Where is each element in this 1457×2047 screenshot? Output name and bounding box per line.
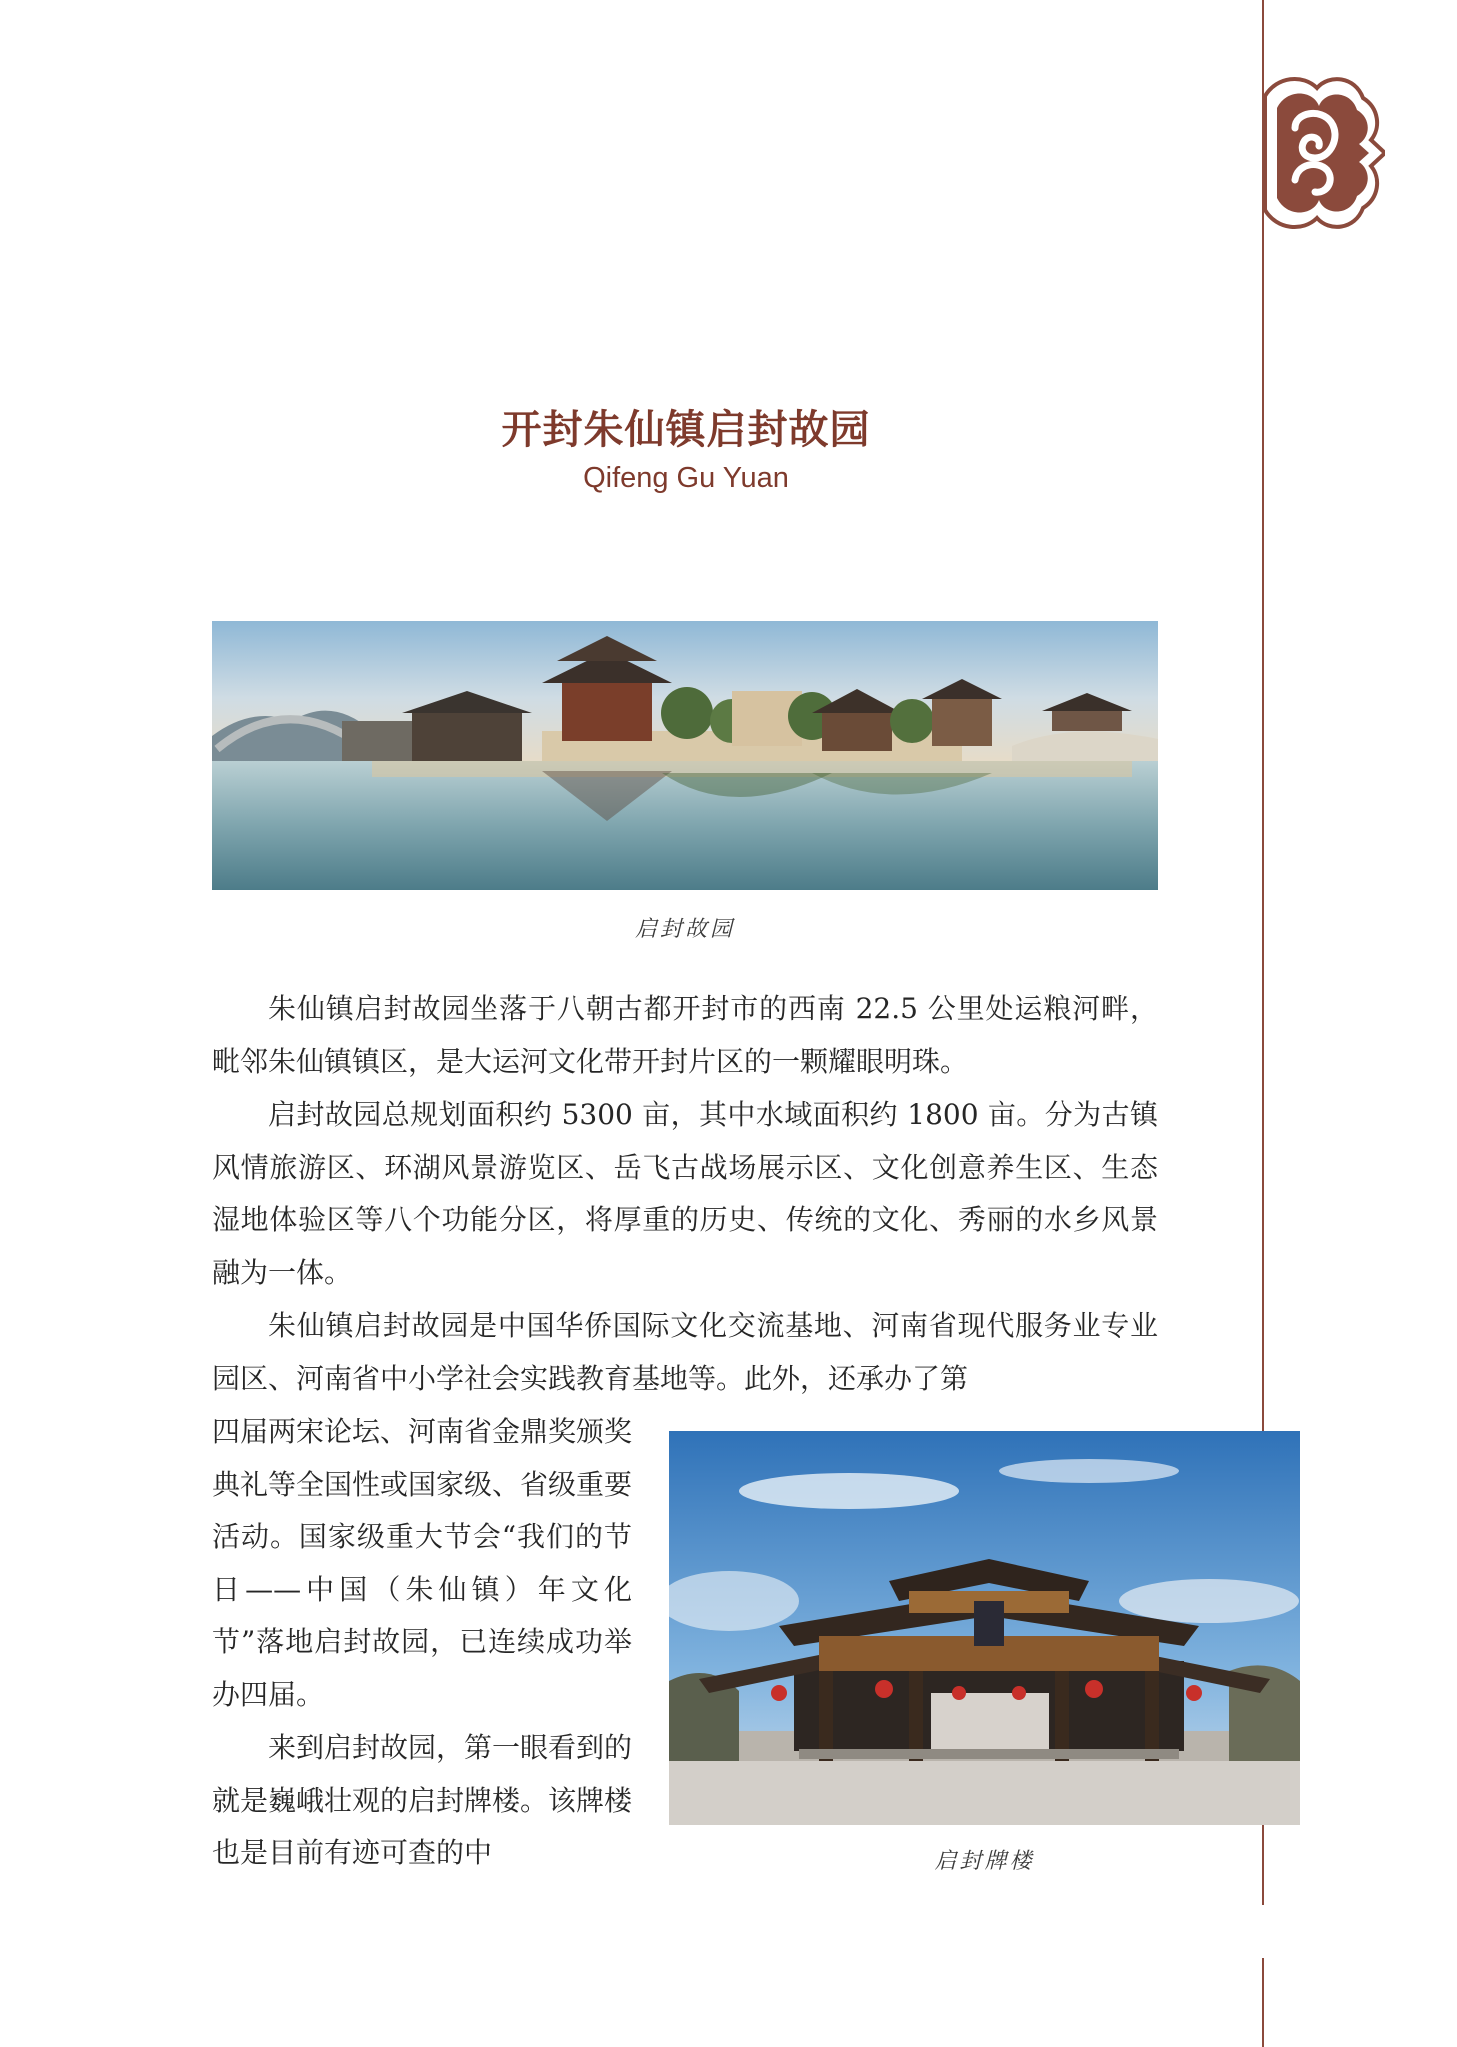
paragraph-area: 启封故园总规划面积约 5300 亩，其中水域面积约 1800 亩。分为古镇风情旅游区、环湖风景游览区、岳飞古战场展示区、文化创意养生区、生态湿地体验区等八个功能分区，将厚重的历史、传统的文化、秀丽的水乡风景融为一体。 [212, 1098, 1158, 1289]
page-title: 开封朱仙镇启封故园 [501, 407, 871, 453]
archway-caption: 启封牌楼 [934, 1849, 1035, 1874]
archway-photo [669, 1431, 1300, 1825]
paragraph-intro: 朱仙镇启封故园坐落于八朝古都开封市的西南 22.5 公里处运粮河畔，毗邻朱仙镇镇区，是大运河文化带开封片区的一颗耀眼明珠。 [212, 992, 1158, 1078]
paragraph-honors: 朱仙镇启封故园是中国华侨国际文化交流基地、河南省现代服务业专业园区、河南省中小学社会实践教育基地等。此外，还承办了第 [212, 1309, 1158, 1395]
paragraph-archway: 来到启封故园，第一眼看到的就是巍峨壮观的启封牌楼。该牌楼也是目前有迹可查的中 [212, 1731, 633, 1870]
page-subtitle: Qifeng Gu Yuan [583, 462, 789, 494]
paragraph-honors-continued: 四届两宋论坛、河南省金鼎奖颁奖典礼等全国性或国家级、省级重要活动。国家级重大节会“我们的节日——中国（朱仙镇）年文化节”落地启封故园，已连续成功举办四届。 [212, 1415, 633, 1711]
panorama-caption: 启封故园 [634, 917, 735, 942]
panorama-photo [212, 621, 1158, 890]
auspicious-cloud-icon [1255, 68, 1385, 238]
margin-rule-line-bottom [1262, 1958, 1264, 2047]
